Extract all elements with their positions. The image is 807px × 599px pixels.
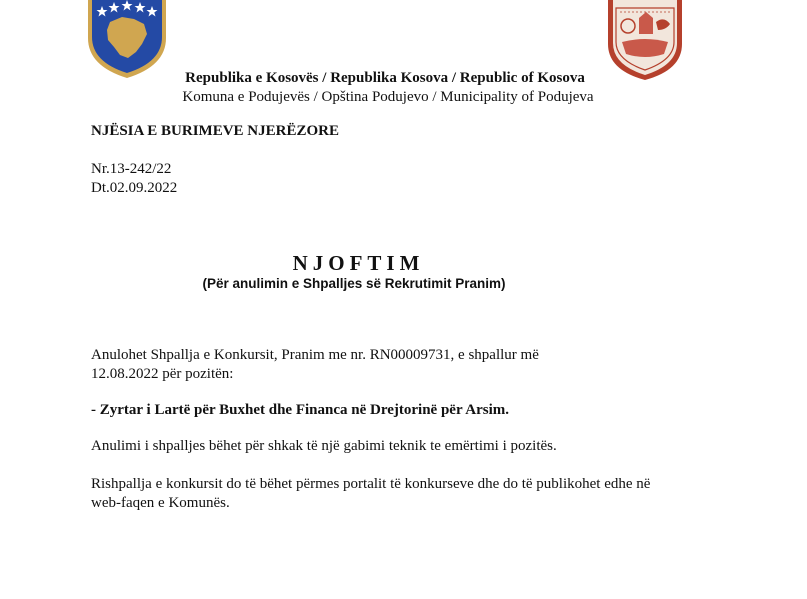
- reference-date: Dt.02.09.2022: [91, 180, 178, 196]
- department-name: NJËSIA E BURIMEVE NJERËZORE: [91, 123, 339, 139]
- cancellation-line-1: Anulohet Shpallja e Konkursit, Pranim me nr. RN00009731, e shpallur më: [91, 347, 539, 363]
- document-title: NJOFTIM: [292, 251, 425, 275]
- podujeva-emblem-icon: [606, 0, 684, 80]
- position-title: - Zyrtar i Lartë për Buxhet dhe Financa në Drejtorinë për Arsim.: [91, 402, 510, 418]
- cancellation-line-2: 12.08.2022 për pozitën:: [91, 366, 234, 382]
- republish-paragraph: [91, 475, 711, 513]
- cancellation-paragraph: [91, 346, 711, 384]
- document-subtitle: (Për anulimin e Shpalljes së Rekrutimit Pranim): [202, 276, 506, 291]
- header-republic-line: Republika e Kosovës / Republika Kosova / Republic of Kosova: [185, 70, 585, 86]
- header-municipality-line: Komuna e Podujevës / Opština Podujevo / Municipality of Podujeva: [182, 89, 594, 105]
- reference-number: Nr.13-242/22: [91, 161, 172, 177]
- reason-paragraph: Anulimi i shpalljes bëhet për shkak të një gabimi teknik te emërtimi i pozitës.: [91, 438, 557, 454]
- kosovo-coat-of-arms-icon: [84, 0, 170, 78]
- republish-line-2: web-faqen e Komunës.: [91, 495, 230, 511]
- republish-line-1: Rishpallja e konkursit do të bëhet përmes portalit të konkurseve dhe do të publikohet edhe në: [91, 476, 651, 492]
